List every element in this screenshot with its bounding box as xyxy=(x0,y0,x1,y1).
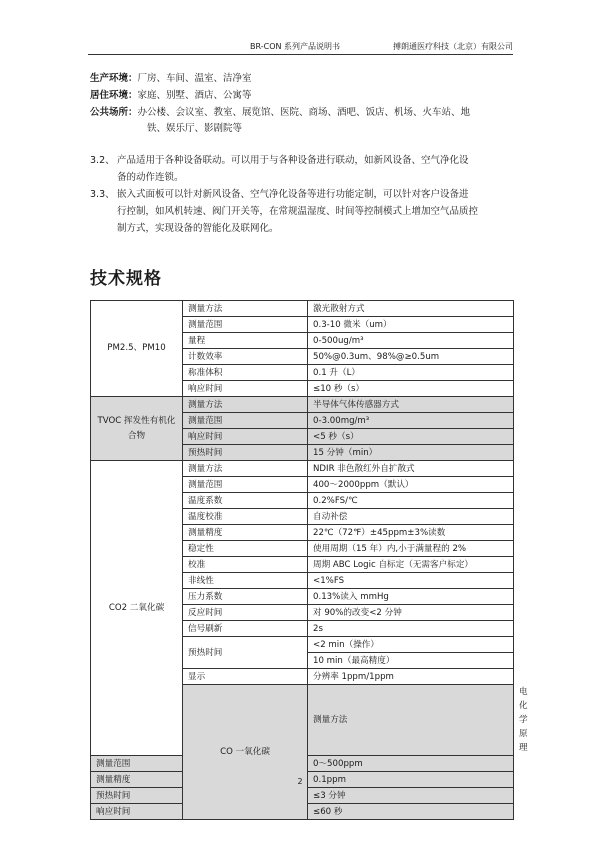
param-cell: 非线性 xyxy=(183,573,308,589)
value-cell: ≤60 秒 xyxy=(308,804,514,820)
param-cell: 测量范围 xyxy=(91,756,183,772)
category-pm: PM2.5、PM10 xyxy=(91,301,183,397)
env-production xyxy=(90,71,252,87)
param-cell: 温度系数 xyxy=(183,493,308,509)
value-cell: ≤3 分钟 xyxy=(308,788,514,804)
value-cell: 400～2000ppm（默认） xyxy=(308,477,514,493)
param-cell: 测量范围 xyxy=(183,413,308,429)
paragraph-line: 制方式，实现设备的智能化及联网化。 xyxy=(117,223,279,234)
param-cell: 温度校准 xyxy=(183,509,308,525)
value-cell: <1%FS xyxy=(308,573,514,589)
value-cell: 激光散射方式 xyxy=(308,301,514,317)
param-cell: 响应时间 xyxy=(183,429,308,445)
paragraph-number: 3.2、 xyxy=(90,155,115,166)
value-cell: 0.3-10 微米（um） xyxy=(308,317,514,333)
value-cell: 0-500ug/m³ xyxy=(308,333,514,349)
param-cell: 测量范围 xyxy=(183,317,308,333)
page-header xyxy=(88,40,513,53)
paragraph-3-3 xyxy=(90,186,520,237)
value-cell: 周期 ABC Logic 自标定（无需客户标定） xyxy=(308,557,514,573)
value-cell: NDIR 非色散红外自扩散式 xyxy=(308,461,514,477)
value-cell: 15 分钟（min） xyxy=(308,445,514,461)
paragraph-line: 行控制，如风机转速、阀门开关等，在常规温湿度、时间等控制模式上增加空气品质控 xyxy=(117,206,479,217)
param-cell: 测量精度 xyxy=(183,525,308,541)
paragraph-line: 嵌入式面板可以针对新风设备、空气净化设备等进行功能定制，可以针对客户设备进 xyxy=(117,189,469,200)
value-cell: 50%@0.3um、98%@≥0.5um xyxy=(308,349,514,365)
env-residential-label: 居住环境： xyxy=(90,90,138,101)
env-public xyxy=(90,105,470,137)
paragraph-number: 3.3、 xyxy=(90,189,115,200)
param-cell: 压力系数 xyxy=(183,589,308,605)
value-cell: 分辨率 1ppm/1ppm xyxy=(308,669,514,685)
env-public-text-cont: 铁、娱乐厅、影剧院等 xyxy=(147,123,243,134)
value-cell: 0-3.00mg/m³ xyxy=(308,413,514,429)
value-cell: <2 min（操作） xyxy=(308,637,514,653)
paragraph-line: 产品适用于各种设备联动。可以用于与各种设备进行联动，如新风设备、空气净化设 xyxy=(117,155,469,166)
page-number: 2 xyxy=(297,777,303,786)
category-tvoc: TVOC 挥发性有机化合物 xyxy=(91,397,183,461)
value-cell: 对 90%的改变<2 分钟 xyxy=(308,605,514,621)
env-residential xyxy=(90,88,252,104)
param-cell: 测量方法 xyxy=(183,301,308,317)
value-cell: 半导体气体传感器方式 xyxy=(308,397,514,413)
param-cell: 测量方法 xyxy=(183,461,308,477)
param-cell: 预热时间 xyxy=(91,788,183,804)
paragraph-3-2 xyxy=(90,152,520,186)
value-cell: 10 min（最高精度） xyxy=(308,653,514,669)
section-title: 技术规格 xyxy=(90,269,162,289)
value-cell: 0～500ppm xyxy=(308,756,514,772)
header-company-name: 搏朗通医疗科技（北京）有限公司 xyxy=(393,42,513,51)
env-public-text: 办公楼、会议室、教室、展览馆、医院、商场、酒吧、饭店、机场、火车站、地 xyxy=(137,107,471,118)
param-cell: 信号刷新 xyxy=(183,621,308,637)
value-cell: 自动补偿 xyxy=(308,509,514,525)
header-divider xyxy=(88,54,513,55)
category-co2: CO2 二氧化碳 xyxy=(91,461,183,756)
param-cell: 称准体积 xyxy=(183,365,308,381)
spec-table xyxy=(90,300,528,820)
param-cell: 反应时间 xyxy=(183,605,308,621)
env-production-label: 生产环境： xyxy=(90,73,138,84)
param-cell: 校准 xyxy=(183,557,308,573)
table-row xyxy=(91,397,514,413)
paragraph-line: 备的动作连锁。 xyxy=(117,172,184,183)
param-cell: 响应时间 xyxy=(183,381,308,397)
table-row xyxy=(91,301,514,317)
value-cell: 22℃（72℉）±45ppm±3%读数 xyxy=(308,525,514,541)
table-row: CO 一氧化碳 测量方法 电化学原理 xyxy=(91,685,514,756)
param-cell: 测量方法 xyxy=(183,397,308,413)
param-cell: 测量方法 xyxy=(308,685,514,756)
env-public-label: 公共场所： xyxy=(90,107,138,118)
value-cell: 使用周期（15 年）内,小于满量程的 2% xyxy=(308,541,514,557)
value-cell: 0.2%FS/℃ xyxy=(308,493,514,509)
param-cell: 预热时间 xyxy=(183,445,308,461)
header-product-title: BR-CON 系列产品说明书 xyxy=(250,42,341,51)
value-cell: 0.13%读入 mmHg xyxy=(308,589,514,605)
param-cell: 显示 xyxy=(183,669,308,685)
value-cell: 0.1 升（L） xyxy=(308,365,514,381)
param-cell: 测量范围 xyxy=(183,477,308,493)
env-production-text: 厂房、车间、温室、洁净室 xyxy=(137,73,252,84)
value-cell: ≤10 秒（s） xyxy=(308,381,514,397)
param-cell: 测量精度 xyxy=(91,772,183,788)
param-cell: 计数效率 xyxy=(183,349,308,365)
param-cell: 量程 xyxy=(183,333,308,349)
param-cell: 稳定性 xyxy=(183,541,308,557)
value-cell: <5 秒（s） xyxy=(308,429,514,445)
table-row xyxy=(91,461,514,477)
param-cell: 响应时间 xyxy=(91,804,183,820)
value-cell: 2s xyxy=(308,621,514,637)
env-residential-text: 家庭、别墅、酒店、公寓等 xyxy=(137,90,252,101)
value-cell: 0.1ppm xyxy=(308,772,514,788)
category-co: CO 一氧化碳 xyxy=(183,685,308,820)
param-cell: 预热时间 xyxy=(183,637,308,669)
